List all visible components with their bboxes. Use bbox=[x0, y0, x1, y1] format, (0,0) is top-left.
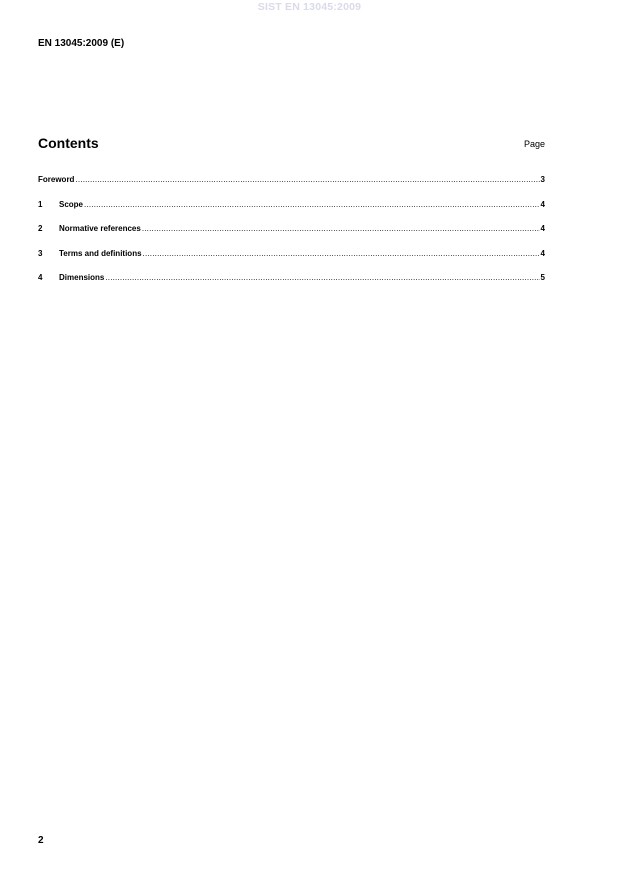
toc-entry-number: 1 bbox=[38, 199, 43, 209]
toc-entry-page: 4 bbox=[540, 224, 545, 233]
dot-leader bbox=[84, 200, 540, 209]
toc-entry-title: Foreword bbox=[38, 175, 75, 184]
toc-entry-normative-references[interactable] bbox=[38, 224, 545, 249]
toc-entry-page: 4 bbox=[540, 199, 545, 209]
table-of-contents bbox=[38, 175, 545, 298]
dot-leader bbox=[142, 224, 540, 233]
toc-entry-number: 2 bbox=[38, 224, 43, 233]
page-number: 2 bbox=[38, 835, 44, 846]
toc-entry-title: Terms and definitions bbox=[59, 248, 142, 258]
toc-entry-terms-and-definitions[interactable] bbox=[38, 249, 545, 274]
dot-leader bbox=[143, 249, 540, 258]
dot-leader bbox=[105, 273, 539, 282]
dot-leader bbox=[75, 175, 539, 184]
document-identifier: EN 13045:2009 (E) bbox=[38, 38, 125, 49]
toc-entry-title: Dimensions bbox=[59, 273, 105, 282]
page-column-label: Page bbox=[523, 139, 545, 149]
toc-entry-number: 4 bbox=[38, 273, 43, 282]
toc-entry-page: 5 bbox=[540, 273, 545, 282]
toc-entry-title: Normative references bbox=[59, 224, 141, 233]
toc-entry-foreword[interactable] bbox=[38, 175, 545, 200]
toc-entry-dimensions[interactable] bbox=[38, 273, 545, 298]
toc-entry-title: Scope bbox=[59, 199, 84, 209]
contents-heading: Contents bbox=[38, 135, 99, 151]
toc-entry-number: 3 bbox=[38, 248, 43, 258]
toc-entry-page: 3 bbox=[540, 175, 545, 184]
toc-entry-scope[interactable] bbox=[38, 200, 545, 225]
watermark-text: SIST EN 13045:2009 bbox=[257, 1, 362, 13]
toc-entry-page: 4 bbox=[540, 248, 545, 258]
